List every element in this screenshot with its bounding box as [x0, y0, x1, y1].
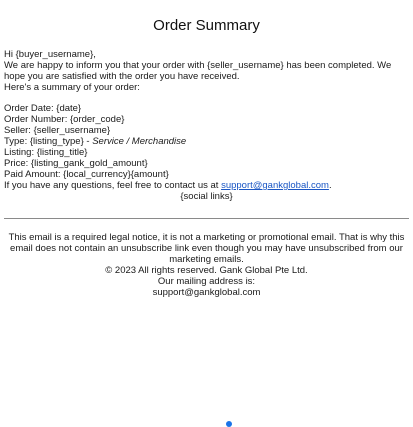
- listing-line: Listing: {listing_title}: [4, 147, 88, 158]
- contact-end: .: [328, 180, 332, 191]
- contact-paragraph: [4, 180, 409, 191]
- email-footer: [4, 232, 409, 298]
- legal-notice: This email is a required legal notice, it is not a marketing or promotional email. That is why this email does not contain an unsubscribe link even though you may have unsubscribed from our marketing emails.: [8, 232, 405, 265]
- type-value: Service / Merchandise: [92, 136, 187, 147]
- email-body: [4, 49, 409, 202]
- copyright-text: © 2023 All rights reserved. Gank Global Pte Ltd.: [105, 265, 308, 276]
- greeting-text: Hi {buyer_username},: [4, 49, 96, 60]
- order-number-line: Order Number: {order_code}: [4, 114, 125, 125]
- order-details: [4, 103, 409, 180]
- social-links: {social links}: [180, 191, 233, 202]
- order-date-line: Order Date: {date}: [4, 103, 82, 114]
- footer-divider: [4, 218, 409, 219]
- intro-paragraph: We are happy to inform you that your order with {seller_username} has been completed. We hope you are satisfied with the order you have received.: [4, 60, 392, 82]
- seller-line: Seller: {seller_username}: [4, 125, 111, 136]
- mailing-label: Our mailing address is:: [157, 276, 256, 287]
- scroll-indicator[interactable]: [226, 421, 232, 427]
- type-label: Type: {listing_type} -: [4, 136, 93, 147]
- contact-text: If you have any questions, feel free to contact us at: [4, 180, 222, 191]
- mailing-address: support@gankglobal.com: [152, 287, 261, 298]
- price-line: Price: {listing_gank_gold_amount}: [4, 158, 148, 169]
- support-email-link[interactable]: support@gankglobal.com: [221, 180, 329, 191]
- type-line: [4, 136, 409, 147]
- paid-amount-line: Paid Amount: {local_currency}{amount}: [4, 169, 169, 180]
- page-title: Order Summary: [153, 17, 260, 34]
- summary-lead-text: Here's a summary of your order:: [4, 82, 140, 93]
